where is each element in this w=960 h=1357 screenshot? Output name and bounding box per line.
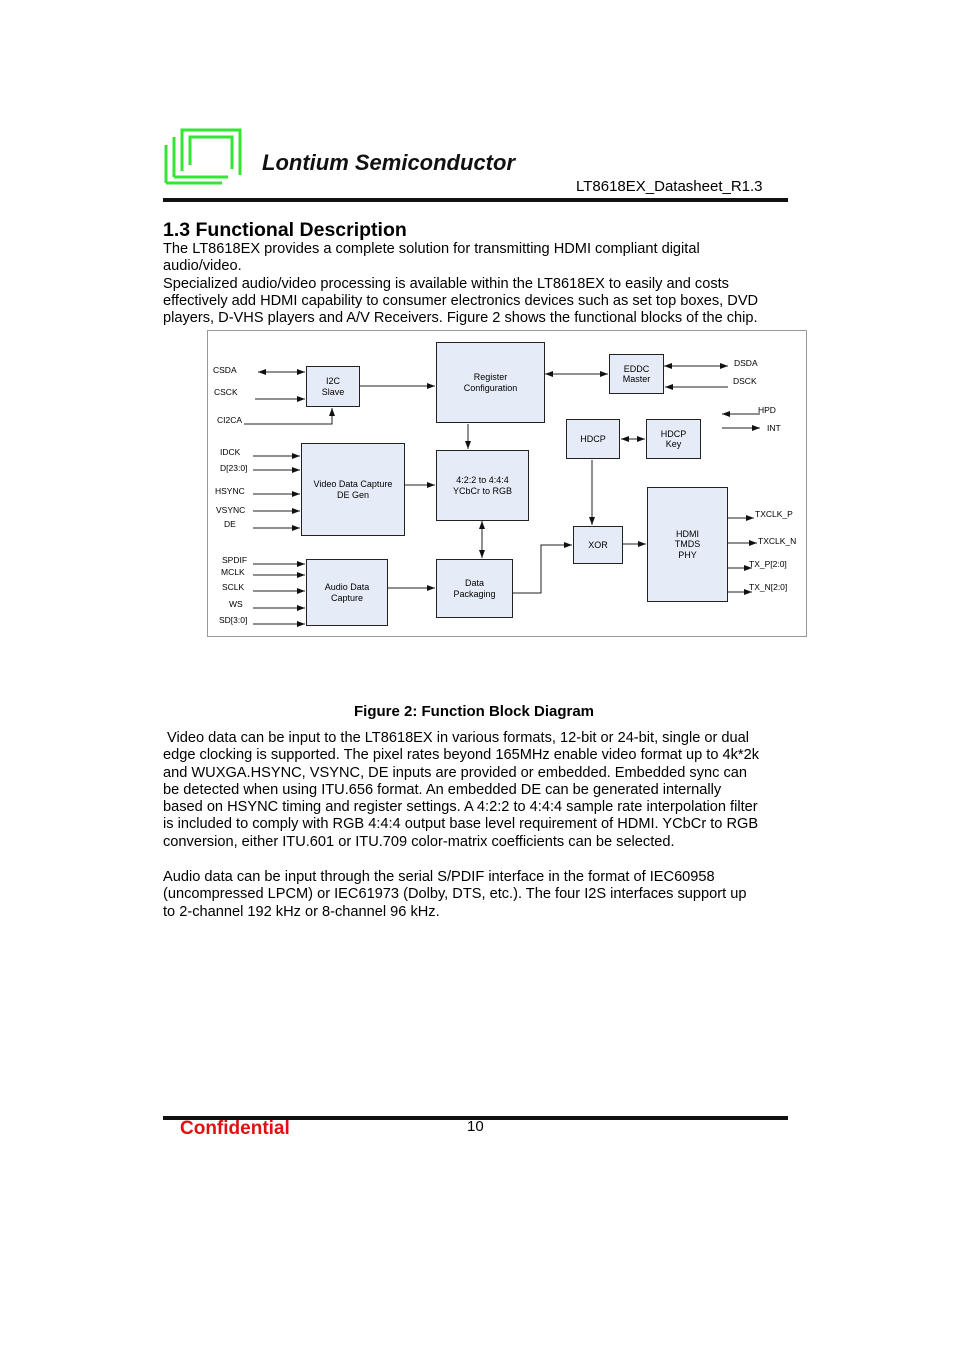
text-line: audio/video. xyxy=(163,258,242,275)
signal-label: WS xyxy=(229,599,243,609)
text-line: to 2-channel 192 kHz or 8-channel 96 kHz. xyxy=(163,903,440,920)
company-name: Lontium Semiconductor xyxy=(262,150,515,175)
signal-label: HSYNC xyxy=(215,486,245,496)
text-line: be detected when using ITU.656 format. An embedded DE can be generated internally xyxy=(163,781,722,798)
color-conversion-block: 4:2:2 to 4:4:4 YCbCr to RGB xyxy=(436,450,529,521)
signal-label: DE xyxy=(224,519,236,529)
video-paragraph xyxy=(163,730,803,851)
signal-label: TX_P[2:0] xyxy=(749,559,787,569)
text-line: and WUXGA.HSYNC, VSYNC, DE inputs are provided or embedded. Embedded sync can xyxy=(163,764,748,781)
text-line: (uncompressed LPCM) or IEC61973 (Dolby, DTS, etc.). The four I2S interfaces support up xyxy=(163,886,747,903)
signal-label: HPD xyxy=(758,405,776,415)
register-configuration-block: Register Configuration xyxy=(436,342,545,423)
signal-label: TXCLK_N xyxy=(758,536,797,546)
text-line: based on HSYNC timing and register settings. A 4:2:2 to 4:4:4 sample rate interpolation filter xyxy=(163,799,758,816)
signal-label: TX_N[2:0] xyxy=(749,582,788,592)
text-line: Video data can be input to the LT8618EX in various formats, 12-bit or 24-bit, single or dual xyxy=(163,730,749,746)
text-line: Audio data can be input through the serial S/PDIF interface in the format of IEC60958 xyxy=(163,869,715,885)
text-line: players, D-VHS players and A/V Receivers. Figure 2 shows the functional blocks of the chip. xyxy=(163,310,758,327)
i2c-slave-block: I2C Slave xyxy=(306,366,360,407)
text-line: is included to comply with RGB 4:4:4 output base level requirement of HDMI. YCbCr to RGB xyxy=(163,816,759,833)
text-line: Specialized audio/video processing is available within the LT8618EX to easily and costs xyxy=(163,275,729,292)
signal-label: D[23:0] xyxy=(220,463,248,473)
eddc-master-block: EDDC Master xyxy=(609,354,664,394)
xor-block: XOR xyxy=(573,526,623,564)
text-line: effectively add HDMI capability to consumer electronics devices such as set top boxes, DVD xyxy=(163,292,759,309)
hdcp-key-block: HDCP Key xyxy=(646,419,701,459)
signal-label: TXCLK_P xyxy=(755,509,793,519)
signal-label: INT xyxy=(767,423,781,433)
section-title: 1.3 Functional Description xyxy=(163,219,407,241)
signal-label: IDCK xyxy=(220,447,241,457)
figure-caption: Figure 2: Function Block Diagram xyxy=(353,703,595,720)
video-data-capture-block: Video Data Capture DE Gen xyxy=(301,443,405,536)
signal-label: CSDA xyxy=(213,365,237,375)
page-number: 10 xyxy=(467,1118,484,1135)
signal-label: SPDIF xyxy=(222,555,248,565)
hdmi-tmds-phy-block: HDMI TMDS PHY xyxy=(647,487,728,602)
signal-label: MCLK xyxy=(221,567,245,577)
signal-label: VSYNC xyxy=(216,505,246,515)
document-id: LT8618EX_Datasheet_R1.3 xyxy=(576,178,763,195)
signal-label: CI2CA xyxy=(217,415,243,425)
signal-label: SCLK xyxy=(222,582,245,592)
hdcp-block: HDCP xyxy=(566,419,620,459)
data-packaging-block: Data Packaging xyxy=(436,559,513,618)
signal-label: DSDA xyxy=(734,358,758,368)
text-line: The LT8618EX provides a complete solution for transmitting HDMI compliant digital xyxy=(163,241,700,257)
audio-data-capture-block: Audio Data Capture xyxy=(306,559,388,626)
audio-paragraph xyxy=(163,869,793,921)
signal-label: DSCK xyxy=(733,376,757,386)
confidential-label: Confidential xyxy=(180,1118,290,1139)
signal-label: CSCK xyxy=(214,387,238,397)
signal-label: SD[3:0] xyxy=(219,615,248,625)
text-line: edge clocking is supported. The pixel rates beyond 165MHz enable video format up to 4k*2k xyxy=(163,747,759,764)
text-line: conversion, either ITU.601 or ITU.709 color-matrix coefficients can be selected. xyxy=(163,833,675,850)
